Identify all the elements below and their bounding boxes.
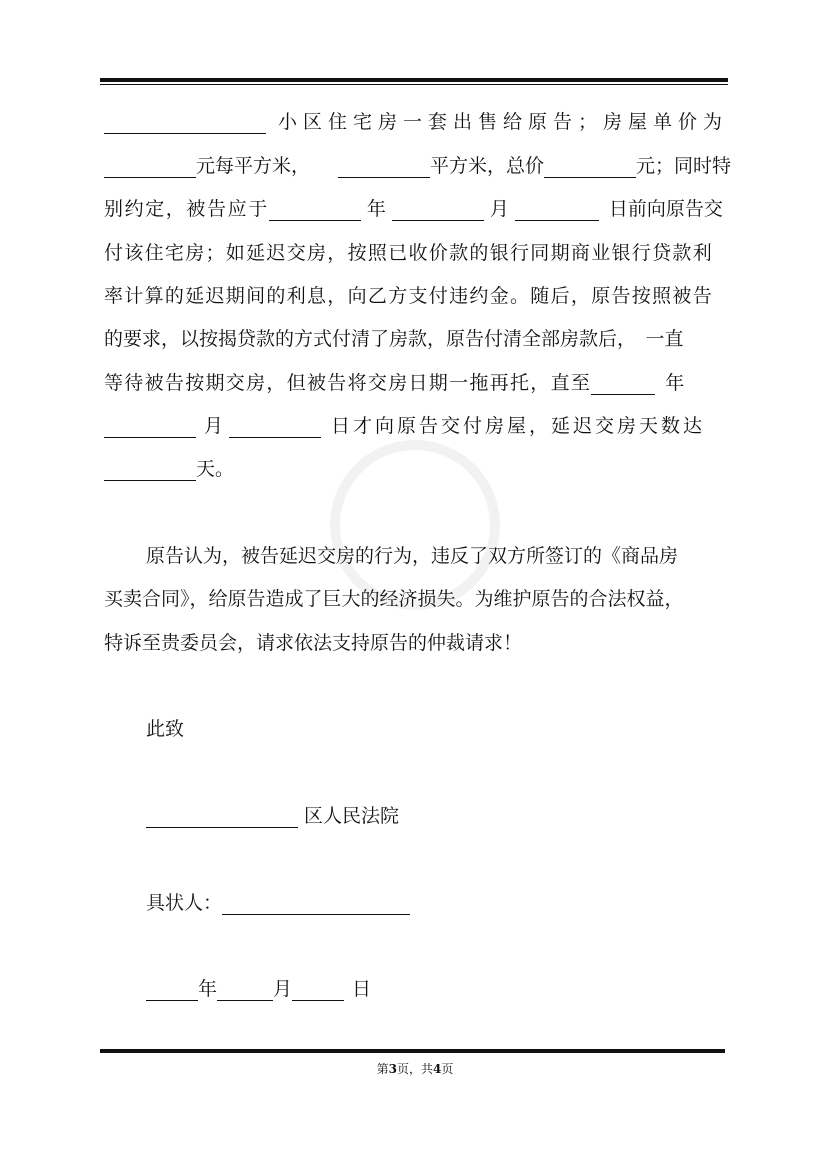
para1-line-8 [104, 411, 734, 441]
text-segment: 年 [665, 372, 685, 394]
text-segment: 天。 [196, 458, 235, 480]
text-segment: 年 [366, 198, 386, 220]
current-page: 3 [388, 1062, 397, 1076]
plaintiff-line [146, 888, 776, 918]
text-segment: 平方米，总价 [430, 155, 545, 177]
header-rule [100, 78, 728, 82]
para1-line-9 [104, 454, 734, 484]
blank-actual-year [591, 370, 655, 395]
para2-line-1: 原告认为，被告延迟交房的行为，违反了双方所签订的《商品房 [146, 545, 679, 567]
date-line [146, 974, 776, 1004]
blank-deadline-year [269, 196, 361, 221]
text-segment: 小区住宅房一套出售给原告；房屋单价为 [278, 111, 729, 133]
blank-sign-day [292, 976, 344, 1001]
salutation: 此致 [146, 718, 185, 740]
blank-community [104, 109, 266, 134]
text-segment: 月 [204, 415, 224, 437]
page-number [0, 1060, 830, 1077]
total-pages: 4 [433, 1062, 442, 1076]
para1-line-5: 率计算的延迟期间的利息，向乙方支付违约金。随后，原告按照被告 [104, 285, 714, 307]
para1-line-1 [104, 107, 734, 137]
text-segment: 别约定，被告应于 [104, 198, 269, 220]
text-segment: 月 [273, 978, 293, 1000]
blank-deadline-month [392, 196, 484, 221]
court-line [146, 801, 776, 831]
blank-plaintiff-signature [222, 890, 410, 915]
blank-sign-month [217, 976, 273, 1001]
text-segment: 具状人： [146, 892, 223, 914]
blank-total-price [544, 153, 636, 178]
text-segment: 区人民法院 [304, 805, 400, 827]
para1-line-4: 付该住宅房；如延迟交房，按照已收价款的银行同期商业银行贷款利 [104, 242, 714, 264]
blank-area [338, 153, 430, 178]
blank-actual-month [104, 413, 196, 438]
text-segment: 日才向原告交付房屋，延迟交房天数达 [331, 415, 706, 437]
text-segment: 月 [489, 198, 509, 220]
text-segment: 元每平方米， [196, 155, 311, 177]
page-suffix: 页 [441, 1062, 454, 1076]
footer-rule [100, 1049, 725, 1053]
blank-court-district [146, 803, 298, 828]
page-mid: 页，共 [396, 1062, 433, 1076]
blank-deadline-day [515, 196, 599, 221]
para1-line-7 [104, 368, 734, 398]
blank-delay-days [104, 456, 196, 481]
blank-unit-price [104, 153, 196, 178]
para2-line-2: 买卖合同》，给原告造成了巨大的经济损失。为维护原告的合法权益， [104, 588, 684, 610]
para1-line-6: 的要求，以按揭贷款的方式付清了房款，原告付清全部房款后， 一直 [104, 328, 684, 350]
page-prefix: 第 [376, 1062, 389, 1076]
para1-line-2 [104, 151, 734, 181]
para1-line-3 [104, 194, 734, 224]
blank-sign-year [146, 976, 198, 1001]
para2-line-3: 特诉至贵委员会，请求依法支持原告的仲裁请求！ [104, 632, 523, 654]
text-segment: 日前向原告交 [608, 198, 723, 220]
text-segment: 年 [198, 978, 218, 1000]
text-segment: 元；同时特 [636, 155, 732, 177]
text-segment: 日 [352, 978, 372, 1000]
blank-actual-day [229, 413, 321, 438]
text-segment: 等待被告按期交房，但被告将交房日期一拖再托，直至 [104, 372, 592, 394]
